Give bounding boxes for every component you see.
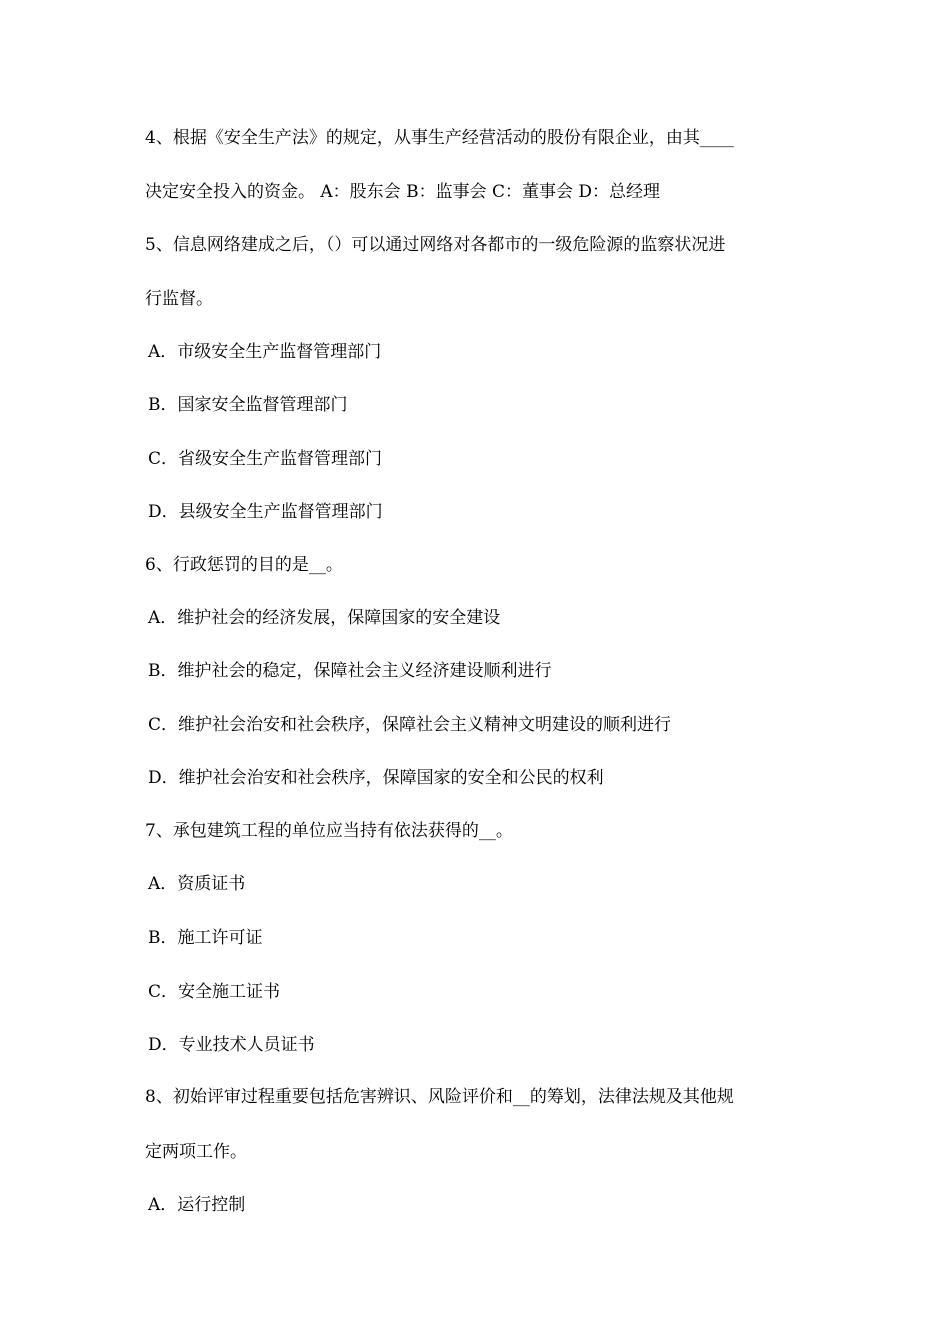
question-4-line-1: 4、根据《安全生产法》的规定，从事生产经营活动的股份有限企业，由其____ (145, 128, 734, 148)
question-8-option-a: A．运行控制 (148, 1195, 246, 1215)
question-8-line-1: 8、初始评审过程重要包括危害辨识、风险评价和__的筹划，法律法规及其他规 (145, 1087, 734, 1107)
question-5-option-b: B．国家安全监督管理部门 (148, 395, 348, 415)
question-4-line-2: 决定安全投入的资金。 A：股东会 B：监事会 C：董事会 D：总经理 (145, 182, 661, 202)
question-7-option-b: B．施工许可证 (148, 928, 263, 948)
question-5-option-a: A．市级安全生产监督管理部门 (148, 342, 382, 362)
question-7-line-1: 7、承包建筑工程的单位应当持有依法获得的__。 (145, 821, 513, 841)
question-5-option-c: C．省级安全生产监督管理部门 (148, 449, 383, 469)
question-6-option-b: B．维护社会的稳定，保障社会主义经济建设顺利进行 (148, 661, 552, 681)
question-6-option-a: A．维护社会的经济发展，保障国家的安全建设 (148, 608, 501, 628)
question-6-option-c: C．维护社会治安和社会秩序，保障社会主义精神文明建设的顺利进行 (148, 715, 672, 735)
question-6-line-1: 6、行政惩罚的目的是__。 (145, 555, 343, 575)
question-7-option-a: A．资质证书 (148, 874, 246, 894)
question-6-option-d: D．维护社会治安和社会秩序，保障国家的安全和公民的权利 (148, 768, 604, 788)
question-7-option-c: C．安全施工证书 (148, 982, 281, 1002)
question-5-line-1: 5、信息网络建成之后，（）可以通过网络对各都市的一级危险源的监察状况进 (145, 235, 726, 255)
question-5-line-2: 行监督。 (145, 289, 213, 309)
question-7-option-d: D．专业技术人员证书 (148, 1035, 315, 1055)
question-5-option-d: D．县级安全生产监督管理部门 (148, 502, 383, 522)
question-8-line-2: 定两项工作。 (145, 1142, 247, 1162)
